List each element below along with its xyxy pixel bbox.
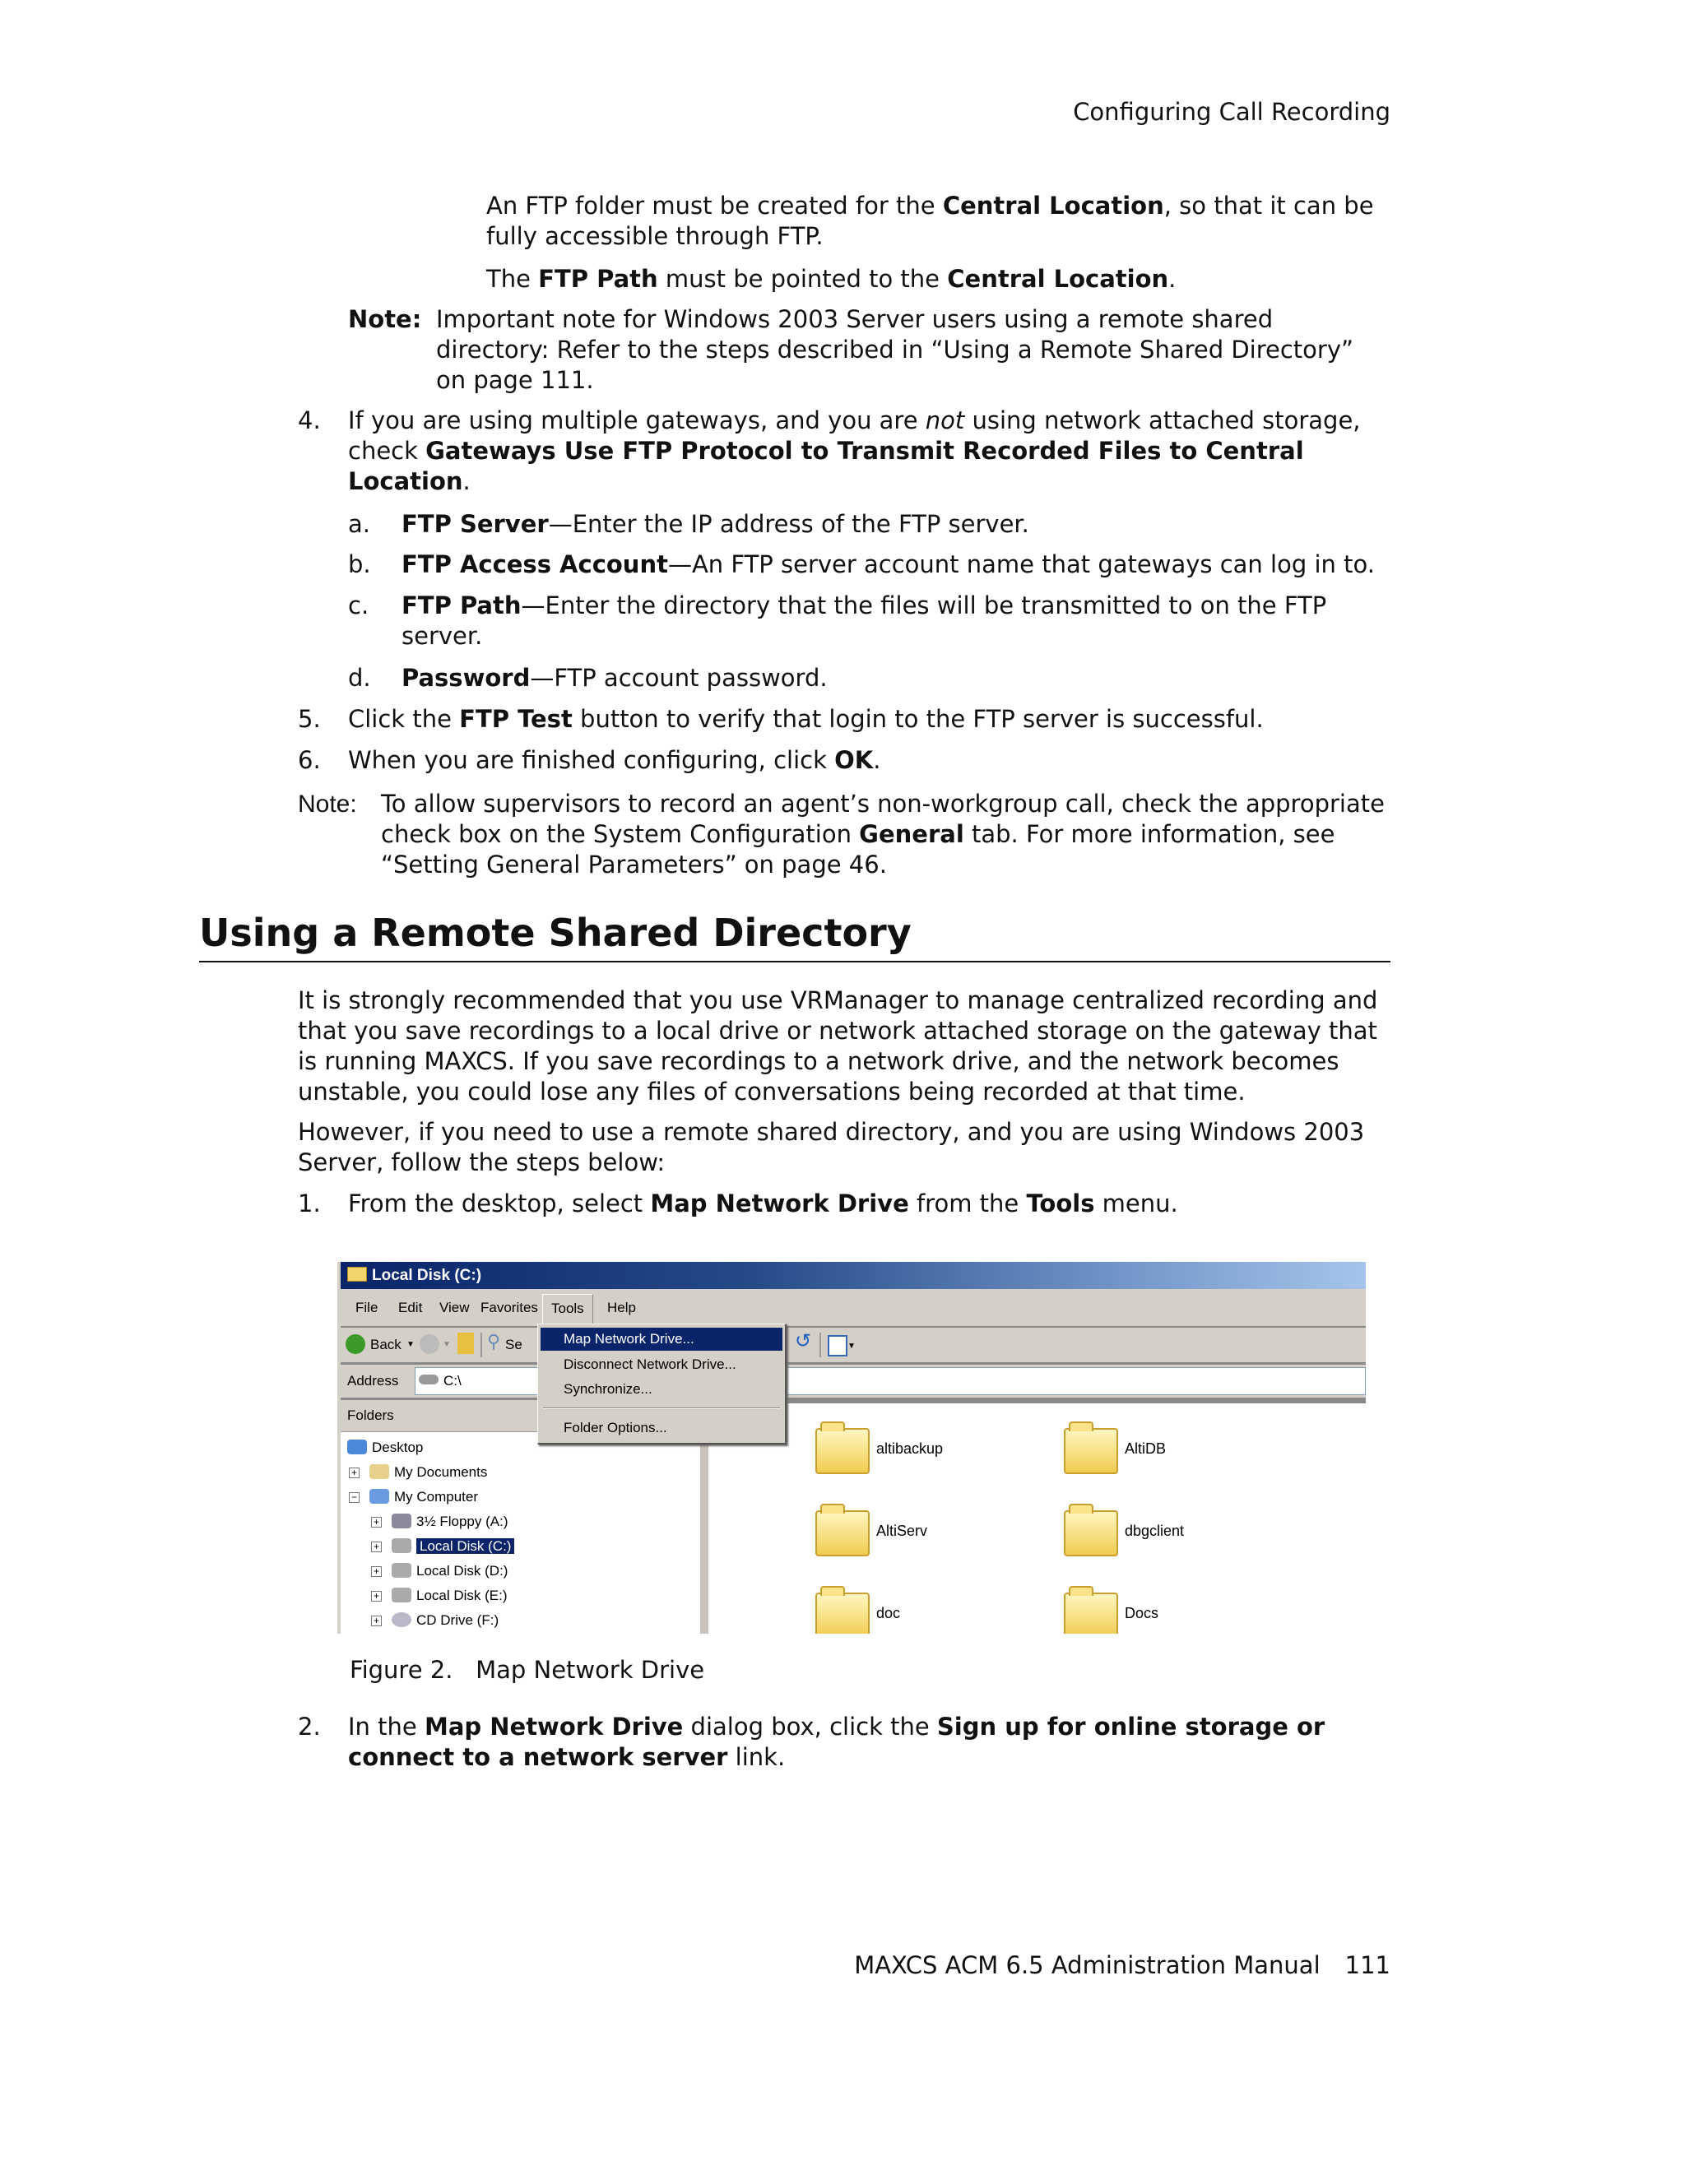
note-text bbox=[436, 304, 1390, 396]
back-arrow-icon[interactable] bbox=[346, 1334, 365, 1354]
text-run: . bbox=[462, 467, 471, 495]
page-footer bbox=[854, 1950, 1390, 1981]
floppy-drive-icon bbox=[392, 1514, 411, 1528]
note-label: Note: bbox=[298, 791, 357, 818]
tree-label: CD Drive (F:) bbox=[416, 1612, 499, 1628]
collapse-icon[interactable]: − bbox=[349, 1492, 360, 1503]
file-item[interactable]: Docs bbox=[1125, 1605, 1159, 1621]
chevron-down-icon[interactable]: ▼ bbox=[443, 1340, 451, 1349]
tree-label-selected: Local Disk (C:) bbox=[416, 1538, 514, 1554]
bold-term: FTP Path bbox=[402, 591, 522, 619]
text-run: From the desktop, select bbox=[348, 1189, 651, 1217]
expand-icon[interactable]: + bbox=[371, 1542, 382, 1552]
menu-item-map-network-drive[interactable]: Map Network Drive... bbox=[541, 1328, 782, 1351]
expand-icon[interactable]: + bbox=[371, 1566, 382, 1577]
tree-item-cd-drive[interactable] bbox=[369, 1609, 499, 1632]
folder-icon[interactable] bbox=[815, 1593, 870, 1634]
bold-term: OK bbox=[834, 746, 874, 774]
drive-icon bbox=[392, 1563, 411, 1578]
sub-item-password bbox=[402, 663, 1390, 693]
text-run: It is strongly recommended that you use VRManager to manage centralized recording and that you save recordings to a local drive or network attached storage on the gateway that is running MAXCS. If you save recordings to a network drive, and the network becomes unstable, you could lose any files of conversations being recorded at that time. bbox=[298, 986, 1378, 1106]
step-6-text bbox=[348, 745, 1390, 776]
menu-item-disconnect-network-drive[interactable]: Disconnect Network Drive... bbox=[564, 1356, 736, 1372]
menu-tools[interactable]: Tools bbox=[542, 1294, 593, 1326]
folder-icon[interactable] bbox=[815, 1510, 870, 1556]
search-icon[interactable]: ⚲ bbox=[487, 1331, 501, 1352]
figure-caption: Figure 2. Map Network Drive bbox=[350, 1656, 705, 1684]
menu-favorites[interactable]: Favorites bbox=[480, 1300, 538, 1315]
bold-term: FTP Access Account bbox=[402, 550, 668, 578]
tree-label: My Documents bbox=[394, 1464, 488, 1480]
text-run: —Enter the directory that the files will be transmitted to on the FTP server. bbox=[402, 591, 1327, 650]
bold-term: FTP Test bbox=[459, 705, 573, 733]
text-run: —An FTP server account name that gateways can log in to. bbox=[667, 550, 1375, 578]
heading-rule bbox=[199, 961, 1390, 962]
up-folder-icon[interactable] bbox=[457, 1333, 474, 1354]
toolbar bbox=[341, 1328, 1366, 1365]
paragraph-however bbox=[298, 1117, 1397, 1178]
text-run: —Enter the IP address of the FTP server. bbox=[548, 510, 1029, 538]
sub-item-ftp-account bbox=[402, 549, 1438, 580]
bold-term: General bbox=[859, 820, 964, 848]
tree-item-my-documents[interactable] bbox=[347, 1461, 487, 1484]
bold-term: Password bbox=[402, 664, 531, 692]
toolbar-separator bbox=[480, 1333, 482, 1357]
text-run: However, if you need to use a remote shared directory, and you are using Windows 2003 Server, follow the steps below: bbox=[298, 1118, 1365, 1176]
menu-item-folder-options[interactable]: Folder Options... bbox=[564, 1420, 667, 1435]
sub-letter: d. bbox=[348, 664, 371, 692]
folder-icon[interactable] bbox=[1064, 1510, 1118, 1556]
sub-letter: c. bbox=[348, 591, 369, 619]
chevron-down-icon[interactable]: ▼ bbox=[406, 1340, 415, 1349]
paragraph-recommendation bbox=[298, 985, 1397, 1107]
text-run: . bbox=[873, 746, 881, 774]
text-run: not bbox=[925, 406, 965, 434]
text-run: The bbox=[486, 265, 539, 293]
explorer-screenshot bbox=[337, 1262, 1366, 1634]
text-run: , so that it can be fully accessible through FTP. bbox=[486, 192, 1374, 250]
step-5-text bbox=[348, 704, 1390, 735]
bold-term: Central Location bbox=[947, 265, 1169, 293]
bold-term: Gateways Use FTP Protocol to Transmit Recorded Files to Central Location bbox=[348, 437, 1304, 495]
chevron-down-icon[interactable]: ▼ bbox=[847, 1342, 856, 1351]
bold-term: Map Network Drive bbox=[650, 1189, 909, 1217]
search-button[interactable]: Se bbox=[505, 1337, 522, 1352]
manual-title: MAXCS ACM 6.5 Administration Manual bbox=[854, 1951, 1321, 1979]
text-run: button to verify that login to the FTP server is successful. bbox=[572, 705, 1264, 733]
note-text bbox=[381, 789, 1390, 880]
page-number: 111 bbox=[1344, 1951, 1390, 1979]
tree-label: 3½ Floppy (A:) bbox=[416, 1514, 508, 1529]
back-button[interactable]: Back bbox=[370, 1337, 402, 1352]
folder-icon[interactable] bbox=[1064, 1428, 1118, 1474]
address-label: Address bbox=[347, 1373, 399, 1389]
tree-label: Local Disk (D:) bbox=[416, 1563, 508, 1579]
file-item[interactable]: AltiDB bbox=[1125, 1440, 1167, 1457]
text-run: using network attached storage, check bbox=[348, 406, 1361, 465]
tree-label: Desktop bbox=[372, 1440, 424, 1455]
bold-term: Map Network Drive bbox=[424, 1713, 684, 1741]
drive-icon bbox=[392, 1538, 411, 1553]
menu-bar bbox=[341, 1289, 1366, 1328]
text-run: When you are finished configuring, click bbox=[348, 746, 835, 774]
sub-item-ftp-path bbox=[402, 591, 1390, 651]
step-2-text bbox=[348, 1712, 1390, 1773]
bold-term: Central Location bbox=[942, 192, 1164, 220]
menu-file[interactable]: File bbox=[355, 1300, 378, 1315]
step-number: 5. bbox=[298, 705, 321, 733]
file-item[interactable]: doc bbox=[876, 1605, 901, 1621]
computer-icon bbox=[369, 1489, 389, 1504]
text-run: must be pointed to the bbox=[657, 265, 948, 293]
paragraph-ftp-folder bbox=[486, 191, 1390, 252]
file-item[interactable]: AltiServ bbox=[876, 1523, 928, 1539]
menu-help[interactable]: Help bbox=[607, 1300, 636, 1315]
sub-letter: b. bbox=[348, 550, 371, 578]
tree-item-desktop[interactable] bbox=[347, 1436, 423, 1459]
text-run: Click the bbox=[348, 705, 460, 733]
text-run: An FTP folder must be created for the bbox=[486, 192, 943, 220]
window-title: Local Disk (C:) bbox=[372, 1267, 482, 1284]
text-run: In the bbox=[348, 1713, 425, 1741]
text-run: menu. bbox=[1094, 1189, 1178, 1217]
drive-icon bbox=[419, 1375, 439, 1384]
forward-arrow-icon[interactable] bbox=[420, 1334, 439, 1354]
menu-view[interactable]: View bbox=[439, 1300, 470, 1315]
tree-label: My Computer bbox=[394, 1489, 479, 1505]
text-run: If you are using multiple gateways, and you are bbox=[348, 406, 926, 434]
section-heading: Using a Remote Shared Directory bbox=[199, 911, 912, 955]
bold-term: FTP Path bbox=[538, 265, 658, 293]
step-number: 6. bbox=[298, 746, 321, 774]
address-value: C:\ bbox=[443, 1373, 462, 1389]
bold-term: FTP Server bbox=[402, 510, 549, 538]
views-icon[interactable] bbox=[828, 1335, 847, 1356]
tree-item-local-disk-c[interactable] bbox=[369, 1535, 514, 1558]
step-1-text bbox=[348, 1189, 1390, 1219]
undo-icon[interactable]: ↺ bbox=[795, 1330, 812, 1352]
step-number: 4. bbox=[298, 406, 321, 434]
cd-drive-icon bbox=[392, 1612, 411, 1627]
address-bar bbox=[341, 1365, 1366, 1401]
tree-item-local-disk-d[interactable] bbox=[369, 1560, 508, 1583]
file-list bbox=[708, 1400, 1366, 1634]
bold-term: Tools bbox=[1026, 1189, 1095, 1217]
note-label: Note: bbox=[348, 305, 422, 333]
menu-edit[interactable]: Edit bbox=[398, 1300, 423, 1315]
text-run: To allow supervisors to record an agent’s non-workgroup call, check the appropriate check box on the System Configuration bbox=[381, 790, 1385, 848]
text-run: dialog box, click the bbox=[683, 1713, 937, 1741]
menu-separator bbox=[543, 1407, 780, 1409]
file-item[interactable]: dbgclient bbox=[1125, 1523, 1185, 1539]
tools-dropdown-menu bbox=[537, 1324, 787, 1444]
step-4-text bbox=[348, 406, 1390, 497]
title-bar bbox=[341, 1262, 1366, 1289]
step-number: 2. bbox=[298, 1713, 321, 1741]
text-run: Important note for Windows 2003 Server users using a remote shared directory: Refer to the steps described in “Using a Remote Shared Directory” on page 111. bbox=[436, 305, 1354, 394]
running-header: Configuring Call Recording bbox=[1073, 98, 1390, 126]
documents-icon bbox=[369, 1464, 389, 1479]
text-run: link. bbox=[727, 1743, 786, 1771]
desktop-icon bbox=[347, 1440, 367, 1454]
expand-icon[interactable]: + bbox=[371, 1517, 382, 1528]
paragraph-ftp-path bbox=[486, 264, 1390, 294]
tree-label: Local Disk (E:) bbox=[416, 1588, 508, 1603]
folder-icon bbox=[347, 1267, 367, 1282]
step-number: 1. bbox=[298, 1189, 321, 1217]
tree-item-local-disk-e[interactable] bbox=[369, 1584, 508, 1607]
expand-icon[interactable]: + bbox=[349, 1468, 360, 1478]
folder-icon[interactable] bbox=[1064, 1593, 1118, 1634]
sub-item-ftp-server bbox=[402, 509, 1390, 540]
folders-header: Folders bbox=[341, 1400, 700, 1432]
sub-letter: a. bbox=[348, 510, 370, 538]
text-run: . bbox=[1168, 265, 1177, 293]
expand-icon[interactable]: + bbox=[371, 1616, 382, 1626]
text-run: —FTP account password. bbox=[530, 664, 828, 692]
menu-item-synchronize[interactable]: Synchronize... bbox=[564, 1381, 652, 1397]
toolbar-separator bbox=[819, 1333, 821, 1357]
expand-icon[interactable]: + bbox=[371, 1591, 382, 1602]
file-item[interactable]: altibackup bbox=[876, 1440, 944, 1457]
bold-term: Sign up for online storage or connect to a network server bbox=[348, 1713, 1325, 1771]
drive-icon bbox=[392, 1588, 411, 1602]
folder-icon[interactable] bbox=[815, 1428, 870, 1474]
text-run: tab. For more information, see “Setting General Parameters” on page 46. bbox=[381, 820, 1335, 879]
tree-item-my-computer[interactable] bbox=[347, 1486, 478, 1509]
tree-item-floppy[interactable] bbox=[369, 1510, 508, 1533]
text-run: from the bbox=[908, 1189, 1027, 1217]
